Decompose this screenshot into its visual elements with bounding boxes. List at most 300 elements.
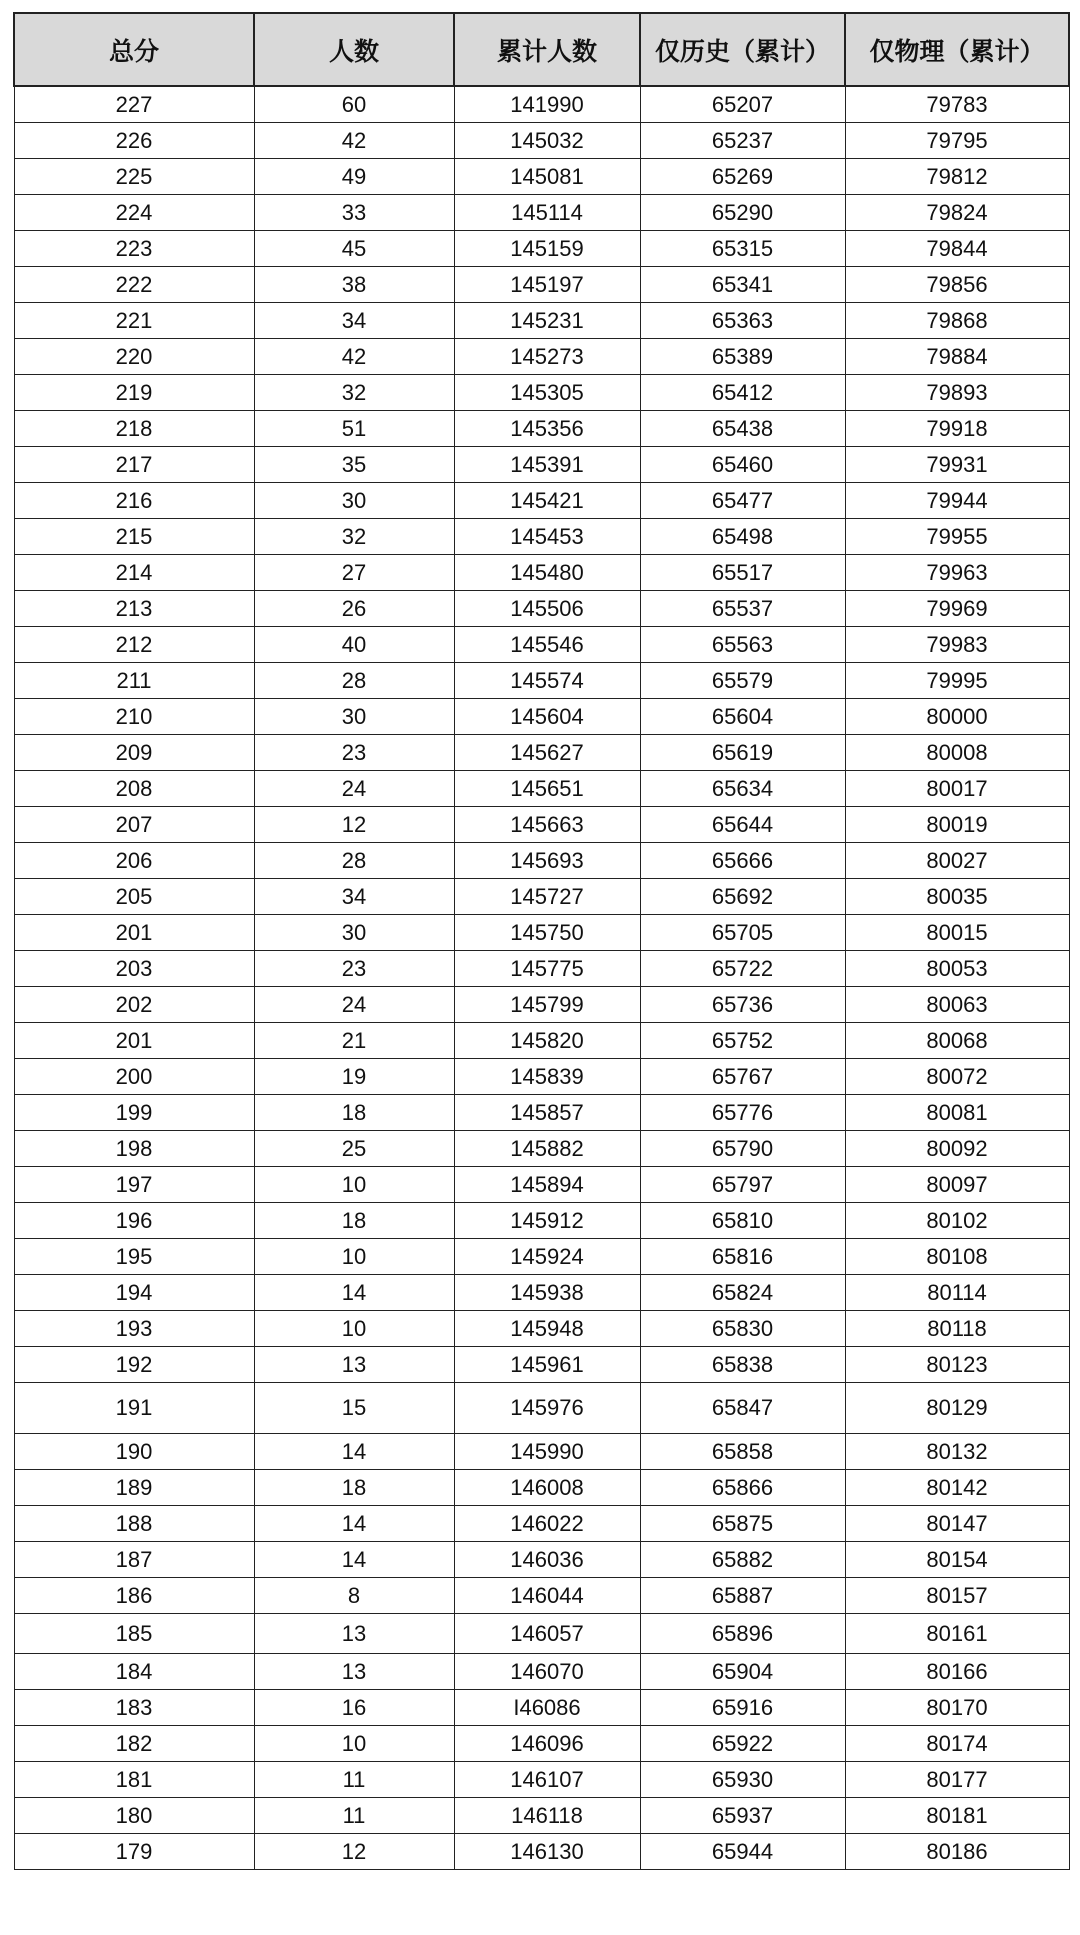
cell-cumulative-count: 145627 (454, 735, 640, 771)
cell-total-score: 206 (14, 843, 254, 879)
cell-history-only: 65269 (640, 159, 845, 195)
table-row (14, 1578, 1069, 1614)
cell-count: 10 (254, 1239, 454, 1275)
cell-history-only: 65752 (640, 1023, 845, 1059)
table-row (14, 807, 1069, 843)
cell-total-score: 180 (14, 1798, 254, 1834)
table-row (14, 1167, 1069, 1203)
cell-total-score: 179 (14, 1834, 254, 1870)
table-row (14, 1131, 1069, 1167)
cell-total-score: 219 (14, 375, 254, 411)
cell-history-only: 65498 (640, 519, 845, 555)
cell-physics-only: 80166 (845, 1654, 1069, 1690)
cell-history-only: 65290 (640, 195, 845, 231)
cell-physics-only: 79844 (845, 231, 1069, 267)
cell-total-score: 222 (14, 267, 254, 303)
cell-cumulative-count: 145775 (454, 951, 640, 987)
cell-count: 27 (254, 555, 454, 591)
table-row (14, 627, 1069, 663)
cell-history-only: 65477 (640, 483, 845, 519)
table-row (14, 555, 1069, 591)
cell-history-only: 65705 (640, 915, 845, 951)
table-row (14, 195, 1069, 231)
cell-cumulative-count: 145032 (454, 123, 640, 159)
cell-total-score: 225 (14, 159, 254, 195)
cell-cumulative-count: 145391 (454, 447, 640, 483)
cell-cumulative-count: 146070 (454, 1654, 640, 1690)
cell-history-only: 65930 (640, 1762, 845, 1798)
table-row (14, 1275, 1069, 1311)
table-row (14, 1383, 1069, 1434)
cell-count: 30 (254, 699, 454, 735)
cell-history-only: 65460 (640, 447, 845, 483)
table-row (14, 879, 1069, 915)
table-row (14, 1690, 1069, 1726)
table-row (14, 843, 1069, 879)
cell-physics-only: 80072 (845, 1059, 1069, 1095)
cell-physics-only: 80129 (845, 1383, 1069, 1434)
cell-total-score: 202 (14, 987, 254, 1023)
cell-physics-only: 80114 (845, 1275, 1069, 1311)
cell-total-score: 185 (14, 1614, 254, 1654)
cell-count: 30 (254, 483, 454, 519)
cell-physics-only: 80053 (845, 951, 1069, 987)
cell-cumulative-count: 146057 (454, 1614, 640, 1654)
cell-count: 14 (254, 1542, 454, 1578)
cell-physics-only: 80008 (845, 735, 1069, 771)
table-row (14, 1726, 1069, 1762)
score-distribution-sheet (13, 12, 1068, 1870)
cell-cumulative-count: 145924 (454, 1239, 640, 1275)
cell-physics-only: 80102 (845, 1203, 1069, 1239)
table-row (14, 411, 1069, 447)
table-row (14, 591, 1069, 627)
cell-total-score: 186 (14, 1578, 254, 1614)
score-table (13, 12, 1070, 1870)
cell-count: 10 (254, 1167, 454, 1203)
cell-history-only: 65736 (640, 987, 845, 1023)
cell-physics-only: 80108 (845, 1239, 1069, 1275)
cell-cumulative-count: 145506 (454, 591, 640, 627)
table-row (14, 1023, 1069, 1059)
table-row (14, 483, 1069, 519)
cell-count: 13 (254, 1614, 454, 1654)
cell-history-only: 65315 (640, 231, 845, 267)
cell-history-only: 65790 (640, 1131, 845, 1167)
cell-count: 11 (254, 1762, 454, 1798)
cell-count: 34 (254, 879, 454, 915)
cell-cumulative-count: I46086 (454, 1690, 640, 1726)
cell-count: 34 (254, 303, 454, 339)
cell-history-only: 65207 (640, 86, 845, 123)
cell-count: 40 (254, 627, 454, 663)
cell-count: 14 (254, 1506, 454, 1542)
cell-history-only: 65858 (640, 1434, 845, 1470)
cell-physics-only: 80063 (845, 987, 1069, 1023)
cell-history-only: 65666 (640, 843, 845, 879)
cell-history-only: 65824 (640, 1275, 845, 1311)
cell-total-score: 183 (14, 1690, 254, 1726)
cell-total-score: 201 (14, 1023, 254, 1059)
cell-cumulative-count: 145961 (454, 1347, 640, 1383)
cell-cumulative-count: 146036 (454, 1542, 640, 1578)
cell-total-score: 227 (14, 86, 254, 123)
cell-cumulative-count: 145938 (454, 1275, 640, 1311)
cell-count: 38 (254, 267, 454, 303)
cell-cumulative-count: 145273 (454, 339, 640, 375)
cell-total-score: 187 (14, 1542, 254, 1578)
table-row (14, 1542, 1069, 1578)
cell-count: 51 (254, 411, 454, 447)
cell-count: 12 (254, 1834, 454, 1870)
cell-total-score: 189 (14, 1470, 254, 1506)
cell-history-only: 65937 (640, 1798, 845, 1834)
cell-physics-only: 80147 (845, 1506, 1069, 1542)
cell-cumulative-count: 146096 (454, 1726, 640, 1762)
cell-physics-only: 80068 (845, 1023, 1069, 1059)
cell-history-only: 65904 (640, 1654, 845, 1690)
cell-physics-only: 79783 (845, 86, 1069, 123)
cell-total-score: 203 (14, 951, 254, 987)
cell-count: 10 (254, 1311, 454, 1347)
table-row (14, 1798, 1069, 1834)
cell-cumulative-count: 141990 (454, 86, 640, 123)
table-row (14, 1095, 1069, 1131)
table-row (14, 699, 1069, 735)
table-row (14, 1059, 1069, 1095)
cell-cumulative-count: 145820 (454, 1023, 640, 1059)
cell-history-only: 65722 (640, 951, 845, 987)
cell-cumulative-count: 146107 (454, 1762, 640, 1798)
cell-count: 23 (254, 735, 454, 771)
cell-history-only: 65341 (640, 267, 845, 303)
cell-physics-only: 80186 (845, 1834, 1069, 1870)
cell-physics-only: 80157 (845, 1578, 1069, 1614)
table-row (14, 951, 1069, 987)
cell-physics-only: 79944 (845, 483, 1069, 519)
cell-history-only: 65916 (640, 1690, 845, 1726)
cell-physics-only: 79931 (845, 447, 1069, 483)
cell-history-only: 65537 (640, 591, 845, 627)
cell-total-score: 214 (14, 555, 254, 591)
cell-history-only: 65944 (640, 1834, 845, 1870)
cell-count: 26 (254, 591, 454, 627)
cell-total-score: 190 (14, 1434, 254, 1470)
cell-history-only: 65604 (640, 699, 845, 735)
cell-cumulative-count: 146044 (454, 1578, 640, 1614)
table-row (14, 447, 1069, 483)
table-row (14, 159, 1069, 195)
cell-cumulative-count: 145912 (454, 1203, 640, 1239)
cell-total-score: 188 (14, 1506, 254, 1542)
cell-total-score: 213 (14, 591, 254, 627)
cell-cumulative-count: 145114 (454, 195, 640, 231)
cell-cumulative-count: 145574 (454, 663, 640, 699)
cell-history-only: 65563 (640, 627, 845, 663)
table-row (14, 987, 1069, 1023)
cell-total-score: 193 (14, 1311, 254, 1347)
cell-physics-only: 80092 (845, 1131, 1069, 1167)
cell-physics-only: 79824 (845, 195, 1069, 231)
cell-history-only: 65847 (640, 1383, 845, 1434)
cell-cumulative-count: 146118 (454, 1798, 640, 1834)
cell-count: 30 (254, 915, 454, 951)
cell-total-score: 198 (14, 1131, 254, 1167)
table-row (14, 1347, 1069, 1383)
cell-total-score: 212 (14, 627, 254, 663)
cell-cumulative-count: 145356 (454, 411, 640, 447)
cell-physics-only: 80170 (845, 1690, 1069, 1726)
cell-count: 13 (254, 1654, 454, 1690)
cell-history-only: 65816 (640, 1239, 845, 1275)
cell-count: 10 (254, 1726, 454, 1762)
cell-history-only: 65810 (640, 1203, 845, 1239)
cell-history-only: 65838 (640, 1347, 845, 1383)
cell-count: 14 (254, 1434, 454, 1470)
table-row (14, 1614, 1069, 1654)
cell-count: 49 (254, 159, 454, 195)
cell-history-only: 65634 (640, 771, 845, 807)
cell-cumulative-count: 146130 (454, 1834, 640, 1870)
cell-cumulative-count: 145750 (454, 915, 640, 951)
cell-physics-only: 80118 (845, 1311, 1069, 1347)
cell-total-score: 194 (14, 1275, 254, 1311)
cell-history-only: 65875 (640, 1506, 845, 1542)
cell-physics-only: 79918 (845, 411, 1069, 447)
cell-history-only: 65389 (640, 339, 845, 375)
table-row (14, 519, 1069, 555)
table-row (14, 231, 1069, 267)
cell-cumulative-count: 145990 (454, 1434, 640, 1470)
cell-cumulative-count: 145081 (454, 159, 640, 195)
cell-cumulative-count: 145480 (454, 555, 640, 591)
cell-total-score: 182 (14, 1726, 254, 1762)
cell-physics-only: 79995 (845, 663, 1069, 699)
cell-count: 32 (254, 519, 454, 555)
cell-count: 18 (254, 1470, 454, 1506)
table-row (14, 915, 1069, 951)
cell-history-only: 65517 (640, 555, 845, 591)
cell-physics-only: 80181 (845, 1798, 1069, 1834)
cell-physics-only: 80132 (845, 1434, 1069, 1470)
cell-total-score: 208 (14, 771, 254, 807)
cell-physics-only: 80177 (845, 1762, 1069, 1798)
cell-history-only: 65896 (640, 1614, 845, 1654)
cell-physics-only: 80000 (845, 699, 1069, 735)
table-row (14, 339, 1069, 375)
cell-cumulative-count: 145305 (454, 375, 640, 411)
cell-cumulative-count: 145894 (454, 1167, 640, 1203)
cell-total-score: 221 (14, 303, 254, 339)
cell-physics-only: 79795 (845, 123, 1069, 159)
cell-count: 21 (254, 1023, 454, 1059)
cell-count: 32 (254, 375, 454, 411)
cell-count: 24 (254, 771, 454, 807)
cell-cumulative-count: 145882 (454, 1131, 640, 1167)
header-cumulative-count: 累计人数 (454, 13, 640, 86)
cell-history-only: 65882 (640, 1542, 845, 1578)
cell-total-score: 195 (14, 1239, 254, 1275)
cell-total-score: 201 (14, 915, 254, 951)
cell-count: 60 (254, 86, 454, 123)
header-history-only-cumulative: 仅历史（累计） (640, 13, 845, 86)
cell-history-only: 65438 (640, 411, 845, 447)
cell-physics-only: 80142 (845, 1470, 1069, 1506)
cell-count: 14 (254, 1275, 454, 1311)
cell-total-score: 200 (14, 1059, 254, 1095)
cell-cumulative-count: 145727 (454, 879, 640, 915)
cell-cumulative-count: 146022 (454, 1506, 640, 1542)
cell-count: 11 (254, 1798, 454, 1834)
cell-physics-only: 79969 (845, 591, 1069, 627)
cell-cumulative-count: 145231 (454, 303, 640, 339)
cell-total-score: 216 (14, 483, 254, 519)
cell-history-only: 65922 (640, 1726, 845, 1762)
header-count: 人数 (254, 13, 454, 86)
cell-cumulative-count: 145976 (454, 1383, 640, 1434)
cell-total-score: 205 (14, 879, 254, 915)
cell-physics-only: 80123 (845, 1347, 1069, 1383)
cell-total-score: 199 (14, 1095, 254, 1131)
cell-cumulative-count: 145948 (454, 1311, 640, 1347)
table-row (14, 1311, 1069, 1347)
cell-total-score: 217 (14, 447, 254, 483)
cell-physics-only: 79856 (845, 267, 1069, 303)
cell-count: 28 (254, 843, 454, 879)
cell-total-score: 191 (14, 1383, 254, 1434)
cell-count: 12 (254, 807, 454, 843)
cell-total-score: 218 (14, 411, 254, 447)
cell-total-score: 226 (14, 123, 254, 159)
cell-cumulative-count: 146008 (454, 1470, 640, 1506)
table-row (14, 303, 1069, 339)
cell-cumulative-count: 145453 (454, 519, 640, 555)
cell-count: 15 (254, 1383, 454, 1434)
cell-cumulative-count: 145799 (454, 987, 640, 1023)
header-physics-only-cumulative: 仅物理（累计） (845, 13, 1069, 86)
cell-history-only: 65412 (640, 375, 845, 411)
table-body (14, 86, 1069, 1870)
table-row (14, 1434, 1069, 1470)
cell-history-only: 65830 (640, 1311, 845, 1347)
cell-physics-only: 80097 (845, 1167, 1069, 1203)
cell-count: 16 (254, 1690, 454, 1726)
table-row (14, 375, 1069, 411)
table-row (14, 735, 1069, 771)
table-row (14, 1203, 1069, 1239)
header-total-score: 总分 (14, 13, 254, 86)
table-row (14, 1834, 1069, 1870)
cell-count: 33 (254, 195, 454, 231)
cell-count: 42 (254, 123, 454, 159)
table-row (14, 86, 1069, 123)
cell-total-score: 215 (14, 519, 254, 555)
cell-cumulative-count: 145839 (454, 1059, 640, 1095)
cell-physics-only: 80081 (845, 1095, 1069, 1131)
cell-physics-only: 80017 (845, 771, 1069, 807)
cell-total-score: 196 (14, 1203, 254, 1239)
cell-cumulative-count: 145604 (454, 699, 640, 735)
cell-total-score: 209 (14, 735, 254, 771)
cell-physics-only: 80035 (845, 879, 1069, 915)
table-row (14, 1470, 1069, 1506)
cell-history-only: 65237 (640, 123, 845, 159)
cell-physics-only: 79868 (845, 303, 1069, 339)
cell-physics-only: 80019 (845, 807, 1069, 843)
cell-total-score: 197 (14, 1167, 254, 1203)
cell-count: 18 (254, 1203, 454, 1239)
cell-physics-only: 79963 (845, 555, 1069, 591)
cell-total-score: 220 (14, 339, 254, 375)
cell-total-score: 207 (14, 807, 254, 843)
table-row (14, 1239, 1069, 1275)
cell-count: 45 (254, 231, 454, 267)
cell-count: 8 (254, 1578, 454, 1614)
cell-physics-only: 79884 (845, 339, 1069, 375)
cell-count: 13 (254, 1347, 454, 1383)
cell-history-only: 65363 (640, 303, 845, 339)
cell-history-only: 65767 (640, 1059, 845, 1095)
cell-total-score: 211 (14, 663, 254, 699)
cell-physics-only: 80027 (845, 843, 1069, 879)
cell-history-only: 65619 (640, 735, 845, 771)
cell-count: 19 (254, 1059, 454, 1095)
cell-physics-only: 80015 (845, 915, 1069, 951)
cell-history-only: 65866 (640, 1470, 845, 1506)
cell-total-score: 192 (14, 1347, 254, 1383)
cell-cumulative-count: 145663 (454, 807, 640, 843)
cell-physics-only: 79983 (845, 627, 1069, 663)
cell-count: 24 (254, 987, 454, 1023)
table-row (14, 1654, 1069, 1690)
cell-physics-only: 80154 (845, 1542, 1069, 1578)
cell-count: 25 (254, 1131, 454, 1167)
cell-physics-only: 80174 (845, 1726, 1069, 1762)
cell-cumulative-count: 145857 (454, 1095, 640, 1131)
cell-count: 18 (254, 1095, 454, 1131)
header-row (14, 13, 1069, 86)
cell-history-only: 65644 (640, 807, 845, 843)
cell-history-only: 65776 (640, 1095, 845, 1131)
cell-cumulative-count: 145693 (454, 843, 640, 879)
cell-total-score: 181 (14, 1762, 254, 1798)
cell-cumulative-count: 145421 (454, 483, 640, 519)
cell-physics-only: 79893 (845, 375, 1069, 411)
cell-history-only: 65797 (640, 1167, 845, 1203)
cell-history-only: 65579 (640, 663, 845, 699)
cell-history-only: 65692 (640, 879, 845, 915)
cell-cumulative-count: 145197 (454, 267, 640, 303)
cell-physics-only: 80161 (845, 1614, 1069, 1654)
cell-total-score: 184 (14, 1654, 254, 1690)
cell-history-only: 65887 (640, 1578, 845, 1614)
cell-total-score: 223 (14, 231, 254, 267)
table-row (14, 267, 1069, 303)
cell-count: 42 (254, 339, 454, 375)
cell-count: 23 (254, 951, 454, 987)
table-row (14, 771, 1069, 807)
table-row (14, 1762, 1069, 1798)
cell-cumulative-count: 145651 (454, 771, 640, 807)
cell-count: 28 (254, 663, 454, 699)
cell-cumulative-count: 145546 (454, 627, 640, 663)
table-row (14, 1506, 1069, 1542)
cell-total-score: 224 (14, 195, 254, 231)
table-row (14, 123, 1069, 159)
cell-cumulative-count: 145159 (454, 231, 640, 267)
cell-physics-only: 79955 (845, 519, 1069, 555)
table-row (14, 663, 1069, 699)
